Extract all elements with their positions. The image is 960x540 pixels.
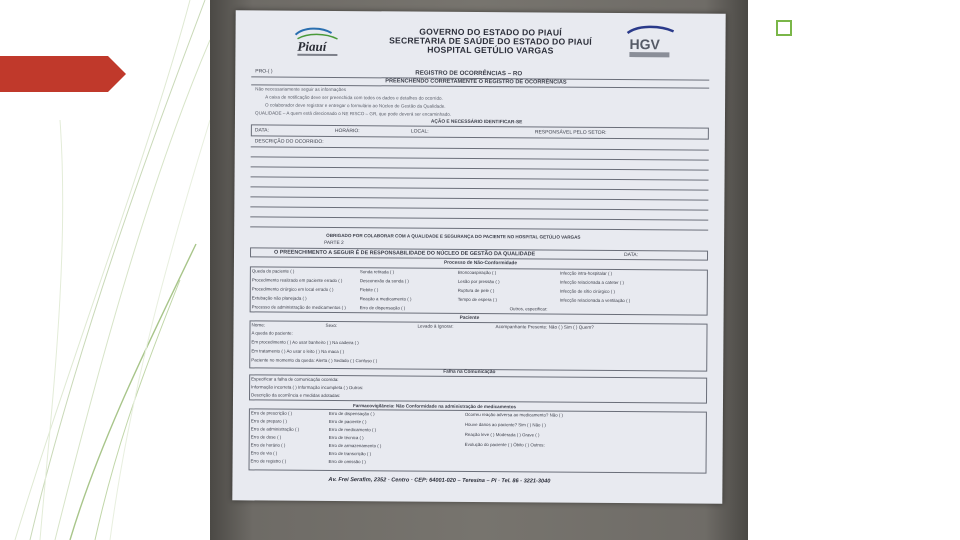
process-others[interactable]: Outros, especificar: bbox=[509, 306, 548, 312]
svg-text:HGV: HGV bbox=[629, 36, 660, 53]
thanks-note: OBRIGADO POR COLABORAR COM A QUALIDADE E SEGURANÇA DO PACIENTE NO HOSPITAL GETÚLIO VARGAS bbox=[326, 232, 581, 240]
med-col2-item[interactable]: Erro de paciente ( ) bbox=[328, 418, 367, 425]
part2-label: PARTE 2 bbox=[324, 240, 344, 247]
patient-line[interactable]: Em tratamento ( ) Ao usar o leito ( ) Na maca ( ) bbox=[251, 348, 345, 355]
place-field[interactable]: LOCAL: bbox=[410, 128, 429, 135]
process-col2-item[interactable]: Erro de dispensação ( ) bbox=[359, 305, 406, 311]
part2-title: O PREENCHIMENTO A SEGUIR É DE RESPONSABILIDADE DO NÚCLEO DE GESTÃO DA QUALIDADE bbox=[274, 249, 536, 258]
patient-line[interactable]: Em procedimento ( ) Ao usar banheiro ( ) Na cadeira ( ) bbox=[251, 339, 359, 346]
svg-text:Piauí: Piauí bbox=[297, 38, 327, 54]
corner-square-icon bbox=[776, 20, 792, 36]
process-col1-item[interactable]: Processo de administração de medicamentos ( ) bbox=[251, 304, 346, 311]
med-col1-item[interactable]: Erro de via ( ) bbox=[250, 450, 278, 456]
process-col3-item[interactable]: Lesão por pressão ( ) bbox=[457, 278, 500, 285]
med-col2-item[interactable]: Erro de transcrição ( ) bbox=[328, 450, 372, 457]
writing-line bbox=[250, 206, 708, 210]
comm-line[interactable]: Informação incorreta ( ) Informação incompleta ( ) Outros: bbox=[251, 384, 364, 391]
med-col1-item[interactable]: Erro de administração ( ) bbox=[250, 426, 300, 432]
form-sheet bbox=[232, 10, 725, 503]
hgv-logo-icon bbox=[623, 25, 677, 61]
patient-line[interactable]: Paciente no momento da queda: Alerta ( ) Sedado ( ) Confuso ( ) bbox=[251, 357, 378, 364]
med-col1-item[interactable]: Erro de horário ( ) bbox=[250, 442, 286, 448]
document-photo bbox=[210, 0, 748, 540]
comm-line[interactable]: Descrição da ocorrência e medidas adotadas: bbox=[251, 392, 341, 399]
form-code: PRO-( ) bbox=[255, 68, 273, 75]
comm-title: Falha na Comunicação bbox=[443, 369, 496, 376]
info-row bbox=[251, 124, 709, 139]
process-col1-item[interactable]: Procedimento cirúrgico em local errado ( ) bbox=[251, 286, 334, 292]
writing-line bbox=[250, 226, 708, 230]
description-label: DESCRIÇÃO DO OCORRIDO: bbox=[254, 138, 324, 145]
med-col2-item[interactable]: Erro de técnica ( ) bbox=[328, 434, 364, 441]
med-col2-item[interactable]: Erro de dispensação ( ) bbox=[328, 410, 375, 417]
part2-date[interactable]: DATA: bbox=[623, 252, 639, 259]
process-col2-item[interactable]: Desconexão da sonda ( ) bbox=[359, 278, 409, 284]
red-pentagon-arrow-icon bbox=[0, 56, 126, 92]
intro-line-4: QUALIDADE – A quem está direcionado o NE RISCO – GR, que pode deverá ser encaminhado. bbox=[254, 110, 452, 117]
intro-line-2: A caixa de notificação deve ser preenchida com todos os dados e detalhes do ocorrido. bbox=[265, 94, 443, 101]
process-col1-item[interactable]: Extubação não planejada ( ) bbox=[251, 295, 307, 301]
time-field[interactable]: HORÁRIO: bbox=[334, 127, 360, 135]
writing-line bbox=[251, 146, 709, 150]
process-col3-item[interactable]: Tempo de espera ( ) bbox=[457, 296, 498, 303]
med-col2-item[interactable]: Erro de armazenamento ( ) bbox=[328, 442, 382, 449]
process-col1-item[interactable]: Procedimento realizado em paciente errado ( ) bbox=[251, 277, 343, 284]
writing-line bbox=[250, 196, 708, 200]
writing-line bbox=[250, 216, 708, 220]
writing-line bbox=[251, 176, 709, 180]
date-field[interactable]: DATA: bbox=[254, 127, 269, 134]
med-col1-item[interactable]: Erro de dose ( ) bbox=[250, 434, 282, 440]
med-col3-item[interactable]: Houve danos ao paciente? Sim ( ) Não ( ) bbox=[464, 421, 546, 428]
piaui-logo-icon bbox=[291, 25, 349, 59]
med-col2-item[interactable]: Erro de omissão ( ) bbox=[328, 458, 366, 465]
patient-sex-field[interactable]: Sexo: bbox=[325, 322, 338, 329]
patient-name-field[interactable]: Nome: bbox=[251, 322, 266, 328]
process-title: Processo de Não-Conformidade bbox=[443, 260, 518, 267]
med-col3-item[interactable]: Ocorreu reação adversa ao medicamento? Não ( ) bbox=[464, 411, 564, 418]
med-title: Farmacovigilância: Não Conformidade na administração de medicamentos bbox=[352, 403, 517, 410]
process-col3-item[interactable]: Ruptura de pele ( ) bbox=[457, 287, 495, 294]
process-col4-item[interactable]: Infecção intra-hospitalar ( ) bbox=[559, 270, 613, 276]
writing-line bbox=[250, 186, 708, 190]
process-col2-item[interactable]: Sonda retirada ( ) bbox=[359, 269, 395, 275]
form-header bbox=[235, 10, 725, 69]
patient-title: Paciente bbox=[459, 315, 480, 322]
intro-line-1: Não necessariamente seguir as informações bbox=[255, 86, 347, 93]
med-col1-item[interactable]: Erro de registro ( ) bbox=[250, 458, 287, 464]
writing-line bbox=[251, 166, 709, 170]
form-title: REGISTRO DE OCORRÊNCIAS – RO bbox=[415, 69, 523, 78]
comm-line[interactable]: Especificar a falha de comunicação ocorrida: bbox=[251, 376, 339, 383]
med-section bbox=[249, 408, 707, 473]
header-titles bbox=[345, 27, 635, 56]
med-col3-item[interactable]: Reação leve ( ) Moderada ( ) Grave ( ) bbox=[464, 431, 540, 438]
med-col1-item[interactable]: Erro de prescrição ( ) bbox=[250, 410, 293, 416]
process-col4-item[interactable]: Infecção relacionada a ventilação ( ) bbox=[559, 297, 631, 304]
process-col3-item[interactable]: Broncoaspiração ( ) bbox=[457, 269, 497, 276]
header-line-1: GOVERNO DO ESTADO DO PIAUÍ bbox=[419, 26, 562, 38]
med-col3-item[interactable]: Evolução do paciente ( ) Óbito ( ) Outros: bbox=[464, 441, 545, 448]
patient-line: A queda do paciente: bbox=[251, 330, 293, 336]
process-col4-item[interactable]: Infecção de sítio cirúrgico ( ) bbox=[559, 288, 615, 294]
header-line-3: HOSPITAL GETÚLIO VARGAS bbox=[427, 44, 554, 56]
form-footer: Av. Frei Serafim, 2352 · Centro · CEP: 64001-020 – Teresina – PI · Tel. 86 - 3221-3040 bbox=[328, 476, 551, 485]
med-col2-item[interactable]: Erro de medicamento ( ) bbox=[328, 426, 377, 433]
header-line-2: SECRETARIA DE SAÚDE DO ESTADO DO PIAUÍ bbox=[389, 35, 592, 47]
writing-line bbox=[251, 156, 709, 160]
form-subtitle: PREENCHENDO CORRETAMENTE O REGISTRO DE OCORRÊNCIAS bbox=[385, 78, 567, 86]
process-col2-item[interactable]: Reação a medicamento ( ) bbox=[359, 296, 412, 302]
process-col1-item[interactable]: Queda do paciente ( ) bbox=[251, 268, 295, 274]
process-col2-item[interactable]: Flebite ( ) bbox=[359, 287, 379, 293]
responsible-field[interactable]: RESPONSÁVEL PELO SETOR: bbox=[534, 129, 607, 136]
process-col4-item[interactable]: Infecção relacionada a cateter ( ) bbox=[559, 279, 625, 286]
patient-guide-field[interactable]: Levado à Ignorar: bbox=[417, 323, 454, 329]
patient-companion-field[interactable]: Acompanhante Presente: Não ( ) Sim ( ) Quem? bbox=[495, 324, 594, 330]
med-col1-item[interactable]: Erro de preparo ( ) bbox=[250, 418, 287, 424]
intro-line-3: O colaborador deve registrar e entregar o formulário ao Núcleo de Gestão da Qualidade. bbox=[265, 102, 446, 109]
intro-line-5: AÇÃO E NECESSÁRIO IDENTIFICAR-SE bbox=[430, 119, 523, 126]
patient-section bbox=[249, 320, 707, 371]
